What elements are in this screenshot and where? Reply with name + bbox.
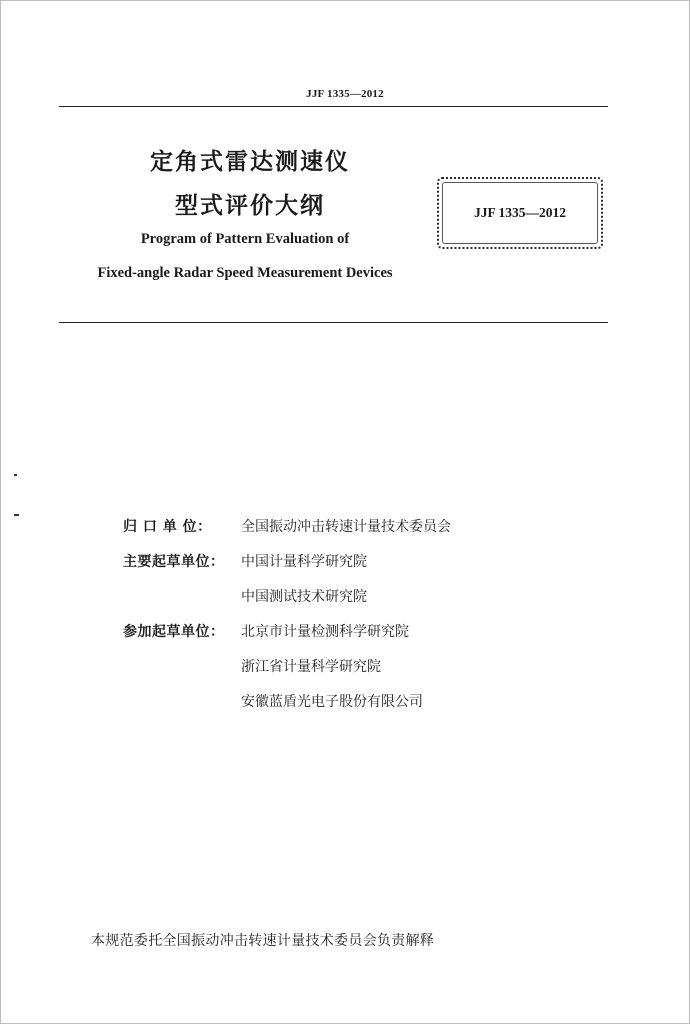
scan-speck xyxy=(14,474,17,476)
title-english-line-2: Fixed-angle Radar Speed Measurement Devices xyxy=(97,265,393,281)
unit-value: 安徽蓝盾光电子股份有限公司 xyxy=(241,693,423,710)
unit-row xyxy=(123,613,451,648)
unit-value: 浙江省计量科学研究院 xyxy=(241,658,381,675)
unit-row xyxy=(123,543,451,578)
unit-value: 中国测试技术研究院 xyxy=(241,588,367,605)
unit-row xyxy=(123,508,451,543)
standard-code-box xyxy=(437,177,603,249)
bottom-rule xyxy=(59,322,608,323)
unit-row xyxy=(123,683,451,718)
unit-value: 全国振动冲击转速计量技术委员会 xyxy=(241,518,451,535)
standard-code-box-text: JJF 1335—2012 xyxy=(473,205,567,220)
unit-label: 主要起草单位： xyxy=(123,553,225,570)
drafting-units xyxy=(123,508,451,718)
title-chinese-line-1: 定角式雷达测速仪 xyxy=(150,149,350,175)
unit-label: 归 口 单 位： xyxy=(123,518,212,535)
unit-row xyxy=(123,578,451,613)
top-rule xyxy=(59,106,608,107)
unit-label: 参加起草单位： xyxy=(123,623,225,640)
title-chinese-line-2: 型式评价大纲 xyxy=(175,193,325,219)
title-english-line-1: Program of Pattern Evaluation of xyxy=(140,231,350,247)
header-standard-code: JJF 1335—2012 xyxy=(306,88,384,100)
unit-value: 中国计量科学研究院 xyxy=(241,553,367,570)
scan-speck xyxy=(14,514,19,516)
unit-row xyxy=(123,648,451,683)
unit-value: 北京市计量检测科学研究院 xyxy=(241,623,409,640)
interpretation-note: 本规范委托全国振动冲击转速计量技术委员会负责解释 xyxy=(91,933,435,949)
